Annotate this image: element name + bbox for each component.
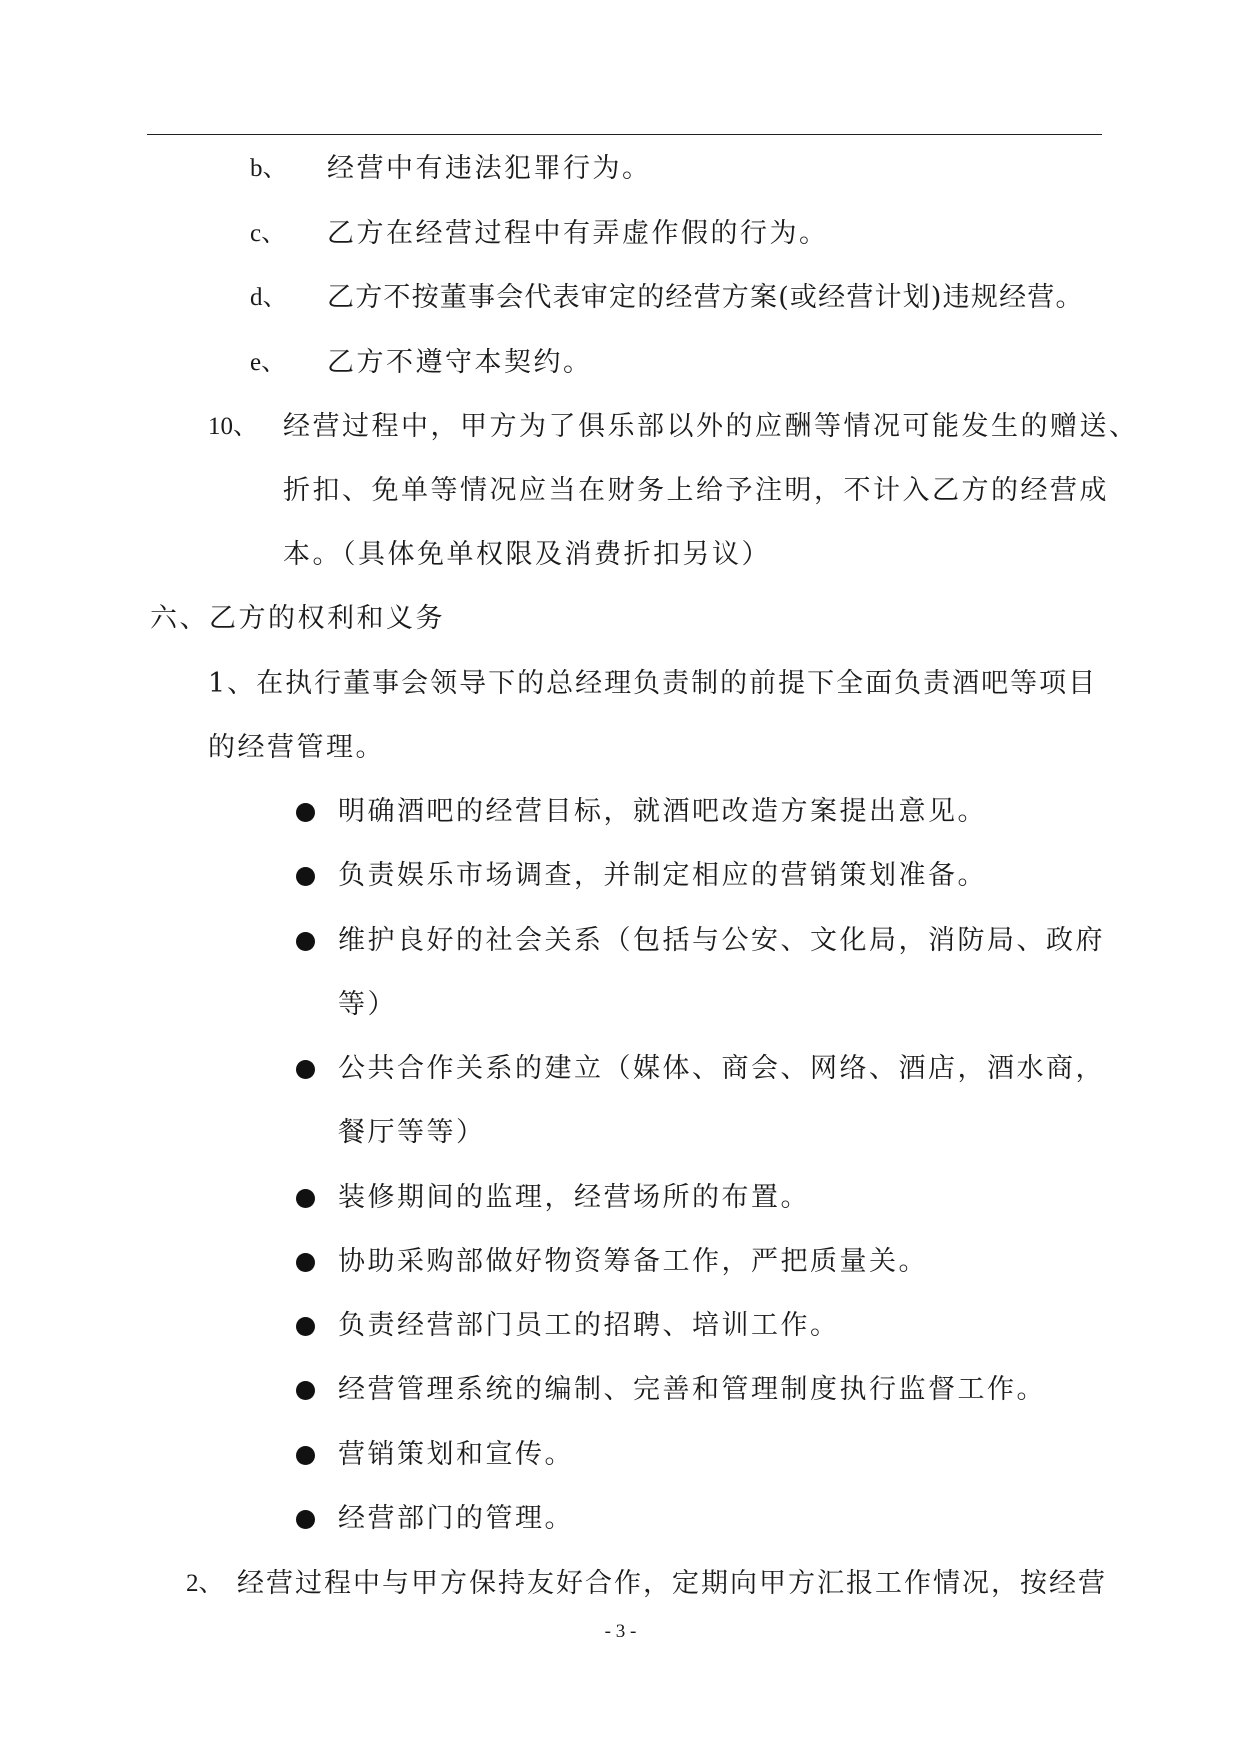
sub-item-b-marker: b、 [250,155,288,182]
bullet-icon [296,1381,315,1400]
sub-item-b-text: 经营中有违法犯罪行为。 [327,153,652,184]
sub-item-d-text: 乙方不按董事会代表审定的经营方案(或经营计划)违规经营。 [327,282,1084,313]
bullet-icon [296,932,315,951]
page-number: - 3 - [604,1621,637,1642]
bullet-icon [296,1317,315,1336]
bullet-8-text: 经营管理系统的编制、完善和管理制度执行监督工作。 [338,1374,1046,1405]
bullet-3-line-1: 维护良好的社会关系（包括与公安、文化局，消防局、政府 [338,925,1105,956]
bullet-icon [296,803,315,822]
item-2-text: 经营过程中与甲方保持友好合作，定期向甲方汇报工作情况，按经营 [237,1568,1107,1599]
bullet-10-text: 经营部门的管理。 [338,1503,574,1534]
sub-item-d-marker: d、 [250,284,288,311]
bullet-icon [296,1189,315,1208]
item-10-line-1: 经营过程中，甲方为了俱乐部以外的应酬等情况可能发生的赠送、 [283,411,1139,442]
section-six-heading: 六、乙方的权利和义务 [150,603,445,634]
item-1-line-2: 的经营管理。 [208,732,385,763]
bullet-icon [296,1253,315,1272]
bullet-7-text: 负责经营部门员工的招聘、培训工作。 [338,1310,840,1341]
item-10-marker: 10、 [208,413,259,440]
sub-item-c-text: 乙方在经营过程中有弄虚作假的行为。 [327,218,829,249]
bullet-9-text: 营销策划和宣传。 [338,1439,574,1470]
item-1-line-1: 1、在执行董事会领导下的总经理负责制的前提下全面负责酒吧等项目 [208,668,1098,699]
bullet-5-text: 装修期间的监理，经营场所的布置。 [338,1182,810,1213]
bullet-3-line-2: 等） [338,989,397,1020]
bullet-4-line-2: 餐厅等等） [338,1117,486,1148]
bullet-1-text: 明确酒吧的经营目标，就酒吧改造方案提出意见。 [338,796,987,827]
bullet-icon [296,1060,315,1079]
item-2-marker: 2、 [186,1570,224,1597]
bullet-6-text: 协助采购部做好物资筹备工作，严把质量关。 [338,1246,928,1277]
bullet-icon [296,1510,315,1529]
sub-item-c-marker: c、 [250,220,287,247]
bullet-icon [296,1446,315,1465]
sub-item-e-marker: e、 [250,349,287,376]
bullet-2-text: 负责娱乐市场调查，并制定相应的营销策划准备。 [338,860,987,891]
bullet-icon [296,867,315,886]
item-10-line-2: 折扣、免单等情况应当在财务上给予注明，不计入乙方的经营成 [283,475,1109,506]
bullet-4-line-1: 公共合作关系的建立（媒体、商会、网络、酒店，酒水商， [338,1053,1105,1084]
item-10-line-3: 本。（具体免单权限及消费折扣另议） [283,539,771,570]
sub-item-e-text: 乙方不遵守本契约。 [327,347,593,378]
header-rule [147,134,1102,135]
